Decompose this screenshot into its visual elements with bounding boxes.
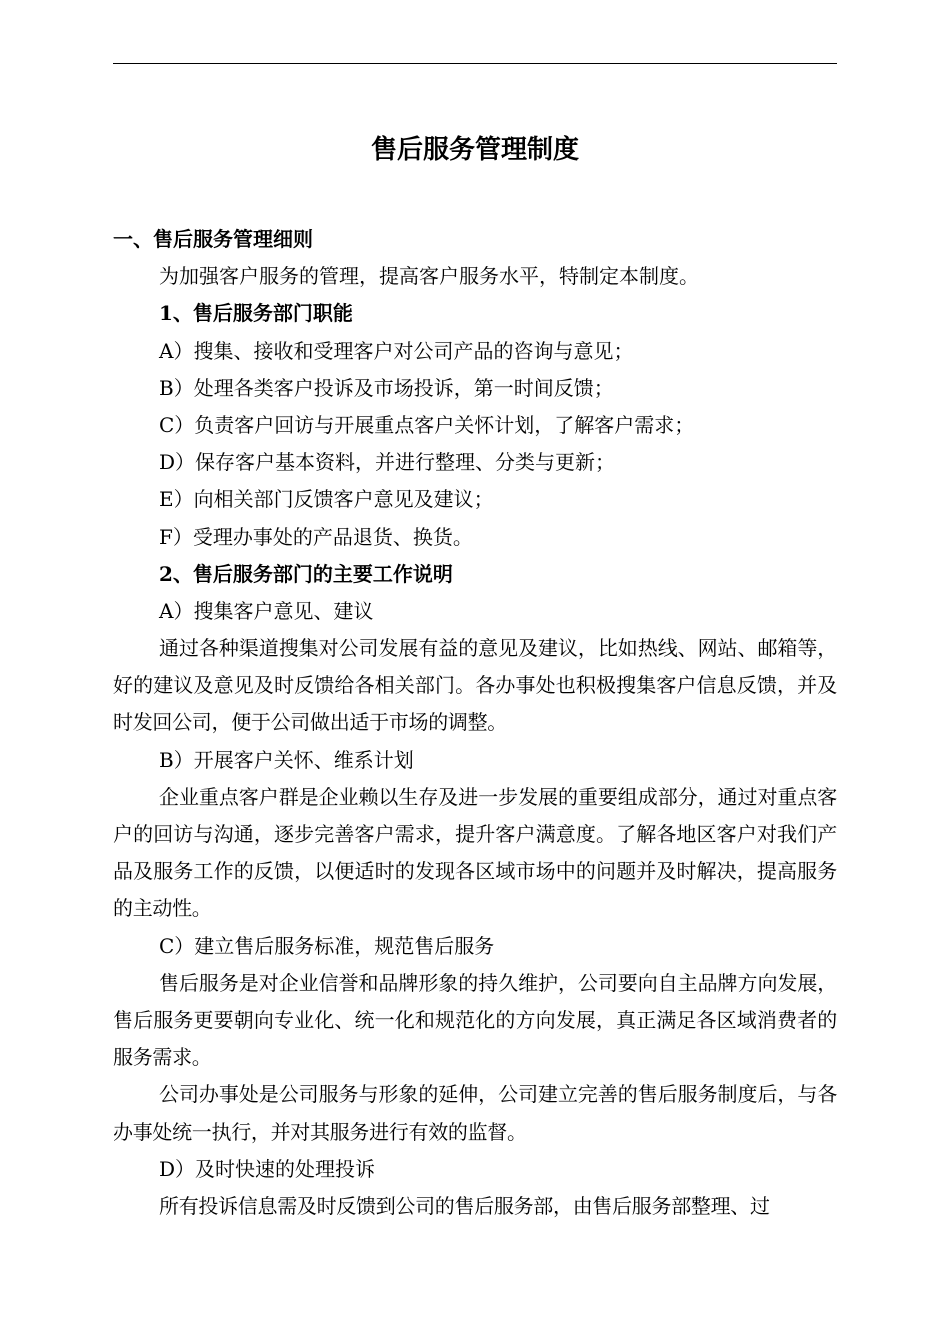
- list-item: B）处理各类客户投诉及市场投诉，第一时间反馈；: [159, 375, 614, 400]
- item-heading-a: A）搜集客户意见、建议: [159, 598, 374, 623]
- intro-paragraph: 为加强客户服务的管理，提高客户服务水平，特制定本制度。: [159, 264, 699, 289]
- list-item: A）搜集、接收和受理客户对公司产品的咨询与意见；: [159, 338, 634, 363]
- subsection-heading-1: 1、售后服务部门职能: [159, 301, 353, 326]
- item-text-c-1: 售后服务是对企业信誉和品牌形象的持久维护，公司要向自主品牌方向发展，售后服务更要朝向专业化、统一化和规范化的方向发展，真正满足各区域消费者的服务需求。: [113, 970, 837, 1070]
- item-text-c-2: 公司办事处是公司服务与形象的延伸，公司建立完善的售后服务制度后，与各办事处统一执行，并对其服务进行有效的监督。: [113, 1082, 837, 1144]
- item-text-b: 企业重点客户群是企业赖以生存及进一步发展的重要组成部分，通过对重点客户的回访与沟通，逐步完善客户需求，提升客户满意度。了解各地区客户对我们产品及服务工作的反馈，以便适时的发现各区域市场中的问题并及时解决，提高服务的主动性。: [113, 784, 837, 921]
- header-rule: [113, 63, 837, 64]
- list-item: F）受理办事处的产品退货、换货。: [159, 524, 473, 549]
- item-heading-d: D）及时快速的处理投诉: [159, 1156, 376, 1181]
- item-heading-b: B）开展客户关怀、维系计划: [159, 747, 414, 772]
- item-text-a: 通过各种渠道搜集对公司发展有益的意见及建议，比如热线、网站、邮箱等，好的建议及意见及时反馈给各相关部门。各办事处也积极搜集客户信息反馈，并及时发回公司，便于公司做出适于市场的调整。: [113, 636, 837, 735]
- subsection-heading-2: 2、售后服务部门的主要工作说明: [159, 561, 453, 586]
- list-item: C）负责客户回访与开展重点客户关怀计划，了解客户需求；: [159, 412, 695, 437]
- document-body: [113, 221, 837, 1225]
- list-item: E）向相关部门反馈客户意见及建议；: [159, 487, 494, 512]
- document-title: 售后服务管理制度: [370, 135, 579, 165]
- section-heading: 一、售后服务管理细则: [113, 227, 313, 251]
- list-item: D）保存客户基本资料，并进行整理、分类与更新；: [159, 450, 616, 475]
- item-heading-c: C）建立售后服务标准，规范售后服务: [159, 933, 495, 958]
- item-text-d: 所有投诉信息需及时反馈到公司的售后服务部，由售后服务部整理、过: [159, 1194, 770, 1219]
